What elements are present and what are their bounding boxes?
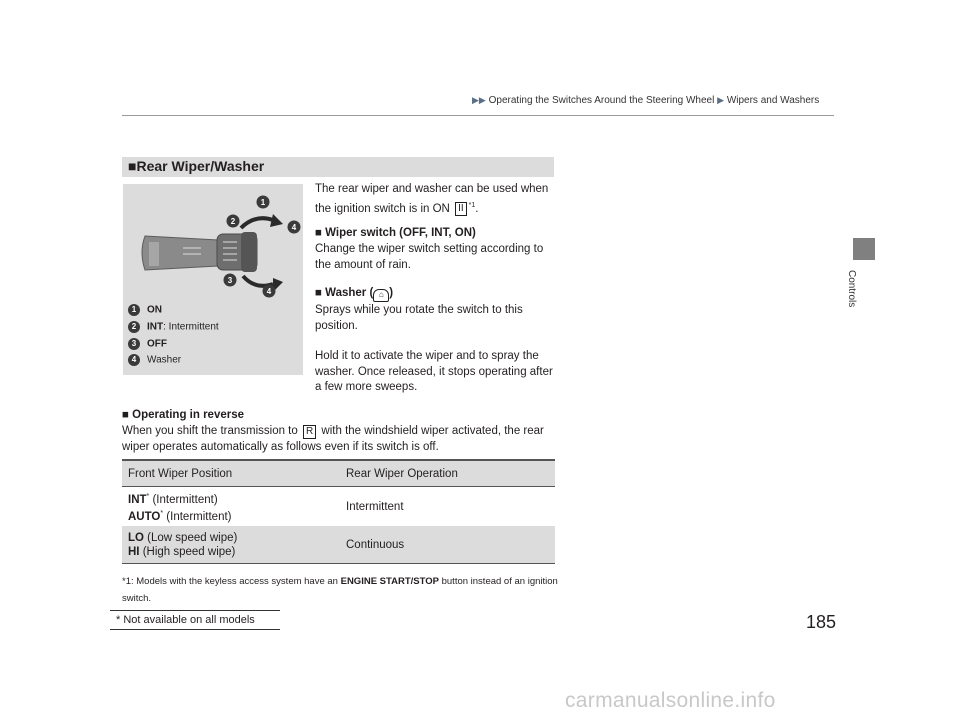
washer-text-2: Hold it to activate the wiper and to spray the washer. Once released, it stops operating after a few more sweeps. (315, 350, 553, 393)
section-title: ■Rear Wiper/Washer (128, 158, 265, 174)
svg-text:1: 1 (260, 198, 266, 207)
svg-text:3: 3 (227, 276, 233, 285)
breadcrumb-item[interactable]: Operating the Switches Around the Steering Wheel (488, 95, 715, 106)
table-cell: Intermittent (346, 500, 404, 513)
table-cell: LO (Low speed wipe) HI (High speed wipe) (122, 526, 340, 564)
availability-note: * Not available on all models (110, 610, 280, 630)
washer-icon: ⌂ (373, 289, 389, 302)
legend-item: 3 OFF (128, 338, 167, 350)
table-header: Front Wiper Position (122, 460, 340, 487)
legend-item: 1 ON (128, 304, 162, 316)
table-header: Rear Wiper Operation (340, 460, 555, 487)
wiper-switch-text: Change the wiper switch setting according to the amount of rain. (315, 243, 544, 271)
watermark[interactable]: carmanualsonline.info (565, 689, 776, 712)
breadcrumb (472, 95, 819, 106)
reverse-heading: ■ Operating in reverse (122, 409, 245, 421)
footnote: *1: Models with the keyless access system have an ENGINE START/STOP button instead of an ignition switch. (122, 576, 558, 604)
washer-heading: ■ Washer ( ⌂ ) (315, 287, 393, 302)
svg-text:4: 4 (291, 223, 297, 232)
legend-item: 4 Washer (128, 354, 181, 366)
reverse-key-icon: R (303, 425, 316, 439)
reverse-text: When you shift the transmission to R with the windshield wiper activated, the rear wiper operates automatically as follows even if its switch is off. (122, 425, 544, 453)
intro-text: The rear wiper and washer can be used when the ignition switch is in ON II $^{*1}$. (315, 183, 549, 215)
ignition-key-icon: II (455, 202, 467, 216)
breadcrumb-arrow-icon: ▶▶ (472, 95, 486, 105)
breadcrumb-arrow-icon: ▶ (717, 95, 725, 105)
legend-item: 2 INT: Intermittent (128, 321, 219, 333)
table-header-row (122, 460, 555, 487)
table-row (122, 526, 555, 564)
page-number: 185 (806, 612, 837, 632)
side-tab-label: Controls (846, 270, 857, 308)
wiper-operation-table (122, 459, 555, 564)
breadcrumb-item[interactable]: Wipers and Washers (726, 95, 820, 106)
svg-text:2: 2 (230, 217, 236, 226)
side-tab-marker (853, 238, 875, 260)
svg-text:4: 4 (266, 287, 272, 296)
section-header (122, 157, 554, 177)
table-cell: INT* (Intermittent) AUTO* (Intermittent) (128, 492, 232, 523)
washer-text-1: Sprays while you rotate the switch to this position. (315, 304, 523, 332)
wiper-switch-heading: ■ Wiper switch (OFF, INT, ON) (315, 227, 476, 239)
header-divider (122, 115, 834, 116)
table-cell: Continuous (340, 526, 555, 564)
table-row (122, 487, 555, 527)
